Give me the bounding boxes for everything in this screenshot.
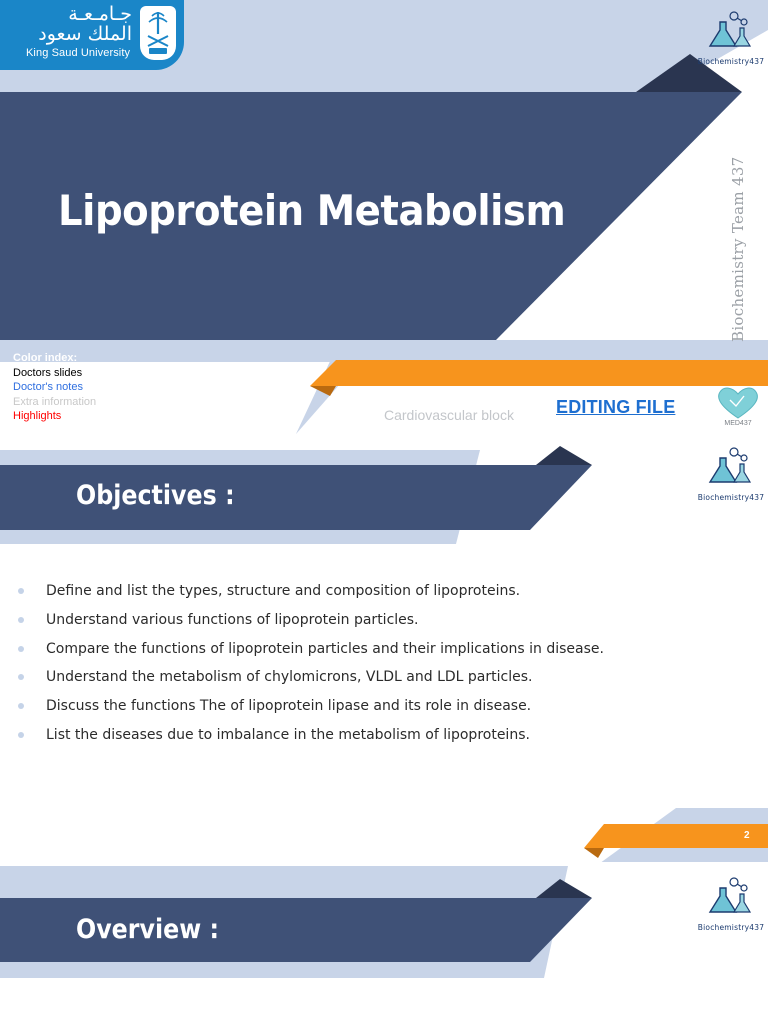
objectives-footer-ribbon [584, 824, 768, 848]
bullet-icon [18, 646, 24, 652]
med437-logo [710, 384, 766, 432]
bullet-icon [18, 703, 24, 709]
biochemistry-logo-text: Biochemistry437 [697, 923, 765, 932]
biochemistry-logo-text: Biochemistry437 [697, 493, 765, 502]
vertical-team-label: Biochemistry Team 437 [729, 156, 747, 342]
bullet-icon [18, 674, 24, 680]
editing-file-link[interactable]: EDITING FILE [556, 397, 676, 417]
list-item [18, 639, 604, 668]
color-index-extra-information: Extra information [13, 395, 97, 408]
objectives-list [18, 581, 604, 754]
page-title: Lipoprotein Metabolism [58, 186, 566, 235]
objectives-ribbon-fold [584, 848, 604, 858]
ribbon-white [296, 384, 768, 434]
color-index-doctors-notes: Doctor's notes [13, 381, 83, 393]
ksu-name-english: King Saud University [26, 47, 131, 59]
color-index-doctors-slides: Doctors slides [13, 366, 83, 379]
objective-text: Understand various functions of lipoprotein particles. [46, 611, 419, 628]
objective-text: Understand the metabolism of chylomicrons, VLDL and LDL particles. [46, 669, 533, 686]
page-number: 2 [744, 830, 750, 841]
biochemistry-logo-top [694, 8, 768, 66]
ksu-arabic-line2: الملك سعود [38, 23, 132, 45]
list-item [18, 696, 604, 725]
bullet-icon [18, 732, 24, 738]
objective-text: List the diseases due to imbalance in the metabolism of lipoproteins. [46, 726, 530, 743]
bullet-icon [18, 617, 24, 623]
ksu-emblem-icon [140, 6, 176, 60]
flask-icon [694, 8, 768, 52]
overview-heading: Overview : [76, 914, 219, 945]
title-slide [0, 0, 768, 434]
list-item [18, 725, 604, 754]
med437-text: MED437 [724, 420, 752, 427]
orange-ribbon [310, 360, 768, 386]
objective-text: Compare the functions of lipoprotein particles and their implications in disease. [46, 640, 604, 657]
biochemistry-logo-objectives [694, 444, 768, 502]
color-index [13, 351, 96, 424]
flask-icon [694, 444, 768, 488]
biochemistry-logo-text: Biochemistry437 [697, 57, 765, 66]
ksu-name-arabic [22, 4, 132, 44]
overview-slide [0, 862, 768, 1024]
color-index-heading: Color index: [13, 352, 78, 364]
ksu-logo [0, 0, 184, 70]
list-item [18, 581, 604, 610]
objectives-heading: Objectives : [76, 480, 235, 511]
color-index-highlights: Highlights [13, 410, 62, 422]
objectives-flap [536, 446, 592, 465]
objectives-slide [0, 434, 768, 862]
list-item [18, 667, 604, 696]
objective-text: Discuss the functions The of lipoprotein lipase and its role in disease. [46, 698, 532, 715]
list-item [18, 610, 604, 639]
ksu-arabic-line1: جـامـعـة [68, 3, 132, 25]
block-label: Cardiovascular block [384, 407, 514, 423]
flask-icon [694, 874, 768, 918]
bullet-icon [18, 588, 24, 594]
objective-text: Define and list the types, structure and composition of lipoproteins. [46, 583, 521, 599]
heart-icon [710, 384, 766, 420]
biochemistry-logo-overview [694, 874, 768, 932]
